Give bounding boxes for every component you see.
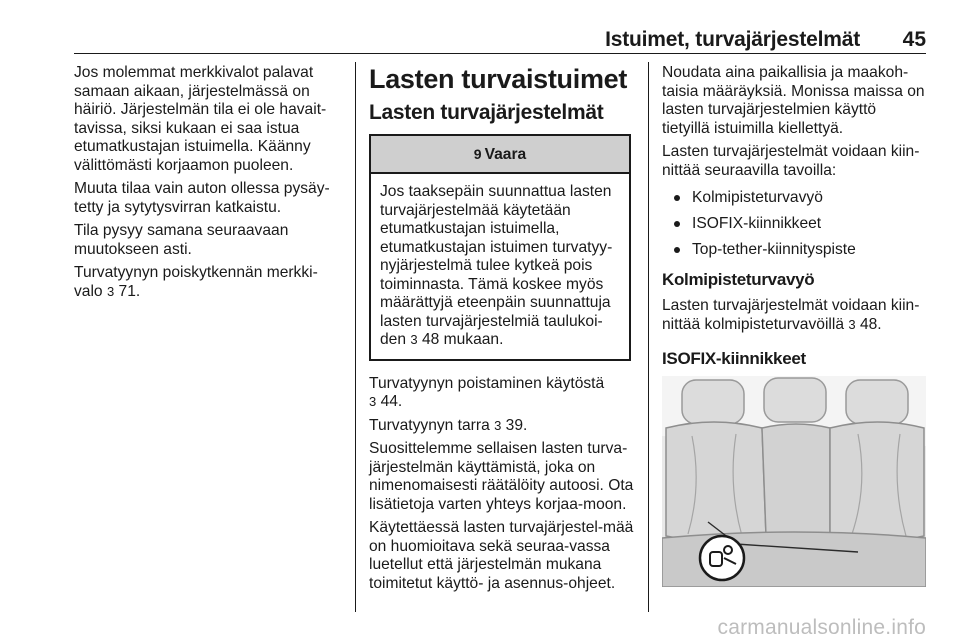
chapter-heading: Lasten turvaistuimet <box>369 64 628 94</box>
paragraph-with-reference <box>662 297 926 334</box>
page-reference-link[interactable]: 44. <box>380 393 403 410</box>
page-reference-link[interactable]: 48. <box>859 315 882 333</box>
section-title: Istuimet, turvajärjestelmät <box>605 28 860 51</box>
subsection-heading: ISOFIX-kiinnikkeet <box>662 349 806 368</box>
page-reference-link[interactable]: 48 mukaan. <box>421 331 504 348</box>
paragraph-text: Turvatyynyn poistaminen käytöstä <box>369 374 605 392</box>
page-reference-icon: 3 <box>106 283 115 299</box>
list-item-label: ISOFIX-kiinnikkeet <box>692 215 822 232</box>
paragraph: Muuta tilaa vain auton ollessa pysäy-tetty ja sytytysvirran katkaistu. <box>74 180 330 216</box>
paragraph: Tila pysyy samana seuraavaan muutokseen asti. <box>74 222 289 258</box>
column-divider-2 <box>648 62 649 612</box>
column-divider-1 <box>355 62 356 612</box>
paragraph-text: Lasten turvajärjestelmät voidaan kiin-nittää kolmipisteturvavöillä <box>662 297 920 333</box>
warning-box <box>369 134 631 361</box>
column-2 <box>369 64 635 598</box>
section-heading: Lasten turvajärjestelmät <box>369 101 604 124</box>
header-divider <box>74 53 926 54</box>
paragraph: Käytettäessä lasten turvajärjestel-mää on huomioitava sekä seuraa-vassa luetellut että järjestelmän mukana toimitetut käyttö- ja asennus-ohjeet. <box>369 519 634 592</box>
warning-icon: 9 <box>473 146 482 162</box>
column-1 <box>74 64 342 306</box>
paragraph-with-reference <box>74 264 342 301</box>
paragraph-text: Turvatyynyn poiskytkennän merkki-valo <box>74 264 318 300</box>
paragraph: Jos molemmat merkkivalot palavat samaan aikaan, järjestelmässä on häiriö. Järjestelmän tila ei ole havait-tavissa, siksi kukaan ei saa istua etumatkustajan istuimella. Käänny välittömästi korjaamon puoleen. <box>74 64 327 174</box>
warning-body <box>371 174 629 359</box>
bullet-icon <box>674 195 680 201</box>
bullet-list <box>662 185 926 263</box>
seat-illustration <box>662 376 926 587</box>
subsection-heading: Kolmipisteturvavyö <box>662 270 815 289</box>
page-reference-icon: 3 <box>494 417 502 433</box>
warning-header <box>371 136 629 174</box>
list-item <box>662 185 926 211</box>
page-reference-link[interactable]: 71. <box>118 282 141 300</box>
column-3 <box>662 64 926 587</box>
paragraph: Suosittelemme sellaisen lasten turva-järjestelmän käyttämistä, joka on nimenomaisesti räätälöity autoosi. Ota lisätietoja varten yhteys korjaa-moon. <box>369 440 634 513</box>
list-item <box>662 237 926 263</box>
page-header <box>74 28 926 54</box>
list-item-label: Top-tether-kiinnityspiste <box>692 241 856 258</box>
paragraph-with-reference <box>369 375 635 412</box>
bullet-icon <box>674 221 680 227</box>
list-item <box>662 211 926 237</box>
paragraph: Lasten turvajärjestelmät voidaan kiin-nittää seuraavilla tavoilla: <box>662 143 920 179</box>
page-reference-icon: 3 <box>369 394 377 409</box>
page-reference-link[interactable]: 39. <box>505 416 528 434</box>
paragraph-text: Turvatyynyn tarra <box>369 416 490 434</box>
bullet-icon <box>674 247 680 253</box>
rear-seat-isofix-photo <box>662 376 926 587</box>
page-number: 45 <box>902 28 926 51</box>
page-reference-icon: 3 <box>848 316 856 332</box>
paragraph: Noudata aina paikallisia ja maakoh-taisia määräyksiä. Monissa maissa on lasten turvajärjestelmien käyttö tietyillä istuimilla kiellettyä. <box>662 64 925 137</box>
paragraph-with-reference <box>369 417 635 436</box>
warning-text: Jos taaksepäin suunnattua lasten turvajärjestelmää käytetään etumatkustajan istuimella, etumatkustajan istuimen turvatyy-nyjärjestelmä tulee kytkeä pois toiminnasta. Tämä koskee myös määrättyjä eteenpäin suunnattuja lasten turvajärjestelmiä taulukoi-den <box>380 183 613 348</box>
warning-title: Vaara <box>484 146 527 163</box>
page-reference-icon: 3 <box>410 332 418 347</box>
list-item-label: Kolmipisteturvavyö <box>692 189 823 206</box>
watermark: carmanualsonline.info <box>717 616 926 639</box>
